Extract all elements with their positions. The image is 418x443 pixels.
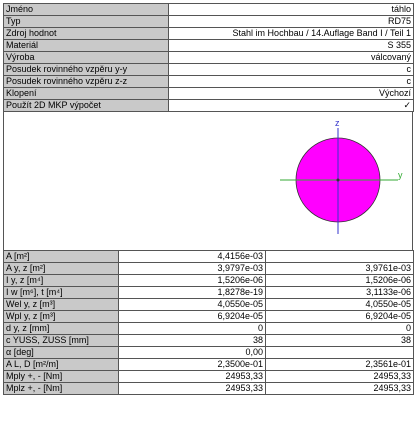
prop-label: I y, z [m⁴] (4, 275, 119, 287)
prop-label: A L, D [m²/m] (4, 359, 119, 371)
prop-label: Mplz +, - [Nm] (4, 383, 119, 395)
prop-label: d y, z [mm] (4, 323, 119, 335)
prop-value-1[interactable]: 24953,33 (119, 383, 266, 395)
header-table (3, 3, 414, 112)
row-value[interactable]: c (169, 64, 414, 76)
prop-value-1[interactable]: 1,5206e-06 (119, 275, 266, 287)
table-row (4, 383, 414, 395)
table-row (4, 287, 414, 299)
properties-table (3, 250, 414, 395)
table-row (4, 335, 414, 347)
prop-label: A y, z [m²] (4, 263, 119, 275)
prop-value-2[interactable]: 38 (266, 335, 414, 347)
row-value[interactable]: válcovaný (169, 52, 414, 64)
prop-label: Mply +, - [Nm] (4, 371, 119, 383)
prop-value-2[interactable]: 3,9761e-03 (266, 263, 414, 275)
table-row (4, 323, 414, 335)
table-row (4, 76, 414, 88)
table-row (4, 263, 414, 275)
row-value[interactable]: RD75 (169, 16, 414, 28)
prop-value-1[interactable]: 0 (119, 323, 266, 335)
prop-value-1[interactable]: 4,0550e-05 (119, 299, 266, 311)
prop-value-2[interactable]: 6,9204e-05 (266, 311, 414, 323)
table-row (4, 52, 414, 64)
row-label: Posudek rovinného vzpěru y-y (4, 64, 169, 76)
prop-value-2[interactable] (266, 251, 414, 263)
cross-section-figure (3, 112, 413, 250)
prop-value-1[interactable]: 1,8278e-19 (119, 287, 266, 299)
prop-value-1[interactable]: 4,4156e-03 (119, 251, 266, 263)
prop-value-2[interactable]: 1,5206e-06 (266, 275, 414, 287)
row-value[interactable]: c (169, 76, 414, 88)
prop-value-2[interactable]: 0 (266, 323, 414, 335)
prop-value-2[interactable] (266, 347, 414, 359)
row-label: Posudek rovinného vzpěru z-z (4, 76, 169, 88)
y-axis-label: y (398, 170, 403, 180)
centroid-marker (337, 179, 340, 182)
table-row (4, 275, 414, 287)
prop-label: c YUSS, ZUSS [mm] (4, 335, 119, 347)
cross-section-drawing (4, 112, 412, 250)
prop-label: A [m²] (4, 251, 119, 263)
table-row (4, 64, 414, 76)
prop-value-1[interactable]: 6,9204e-05 (119, 311, 266, 323)
row-value[interactable]: Stahl im Hochbau / 14.Auflage Band I / Teil 1 (169, 28, 414, 40)
row-label: Použít 2D MKP výpočet (4, 100, 169, 112)
table-row (4, 347, 414, 359)
prop-value-2[interactable]: 4,0550e-05 (266, 299, 414, 311)
prop-value-1[interactable]: 38 (119, 335, 266, 347)
row-value[interactable]: táhlo (169, 4, 414, 16)
prop-value-1[interactable]: 0,00 (119, 347, 266, 359)
z-axis-label: z (335, 118, 340, 128)
table-row (4, 28, 414, 40)
checkmark-icon[interactable]: ✓ (169, 100, 414, 112)
prop-value-2[interactable]: 2,3561e-01 (266, 359, 414, 371)
row-value[interactable]: Výchozí (169, 88, 414, 100)
prop-label: α [deg] (4, 347, 119, 359)
table-row (4, 251, 414, 263)
table-row (4, 100, 414, 112)
prop-value-2[interactable]: 24953,33 (266, 383, 414, 395)
table-row (4, 40, 414, 52)
row-label: Jméno (4, 4, 169, 16)
prop-label: Wel y, z [m³] (4, 299, 119, 311)
row-label: Typ (4, 16, 169, 28)
table-row (4, 311, 414, 323)
table-row (4, 359, 414, 371)
table-row (4, 16, 414, 28)
table-row (4, 371, 414, 383)
prop-value-1[interactable]: 3,9797e-03 (119, 263, 266, 275)
prop-value-1[interactable]: 2,3500e-01 (119, 359, 266, 371)
table-row (4, 4, 414, 16)
section-properties-sheet (3, 3, 413, 439)
table-row (4, 299, 414, 311)
row-label: Materiál (4, 40, 169, 52)
prop-value-1[interactable]: 24953,33 (119, 371, 266, 383)
row-label: Výroba (4, 52, 169, 64)
row-label: Klopení (4, 88, 169, 100)
table-row (4, 88, 414, 100)
row-value[interactable]: S 355 (169, 40, 414, 52)
prop-label: Wpl y, z [m³] (4, 311, 119, 323)
prop-value-2[interactable]: 24953,33 (266, 371, 414, 383)
prop-label: I w [m⁶], t [m⁴] (4, 287, 119, 299)
prop-value-2[interactable]: 3,1133e-06 (266, 287, 414, 299)
row-label: Zdroj hodnot (4, 28, 169, 40)
